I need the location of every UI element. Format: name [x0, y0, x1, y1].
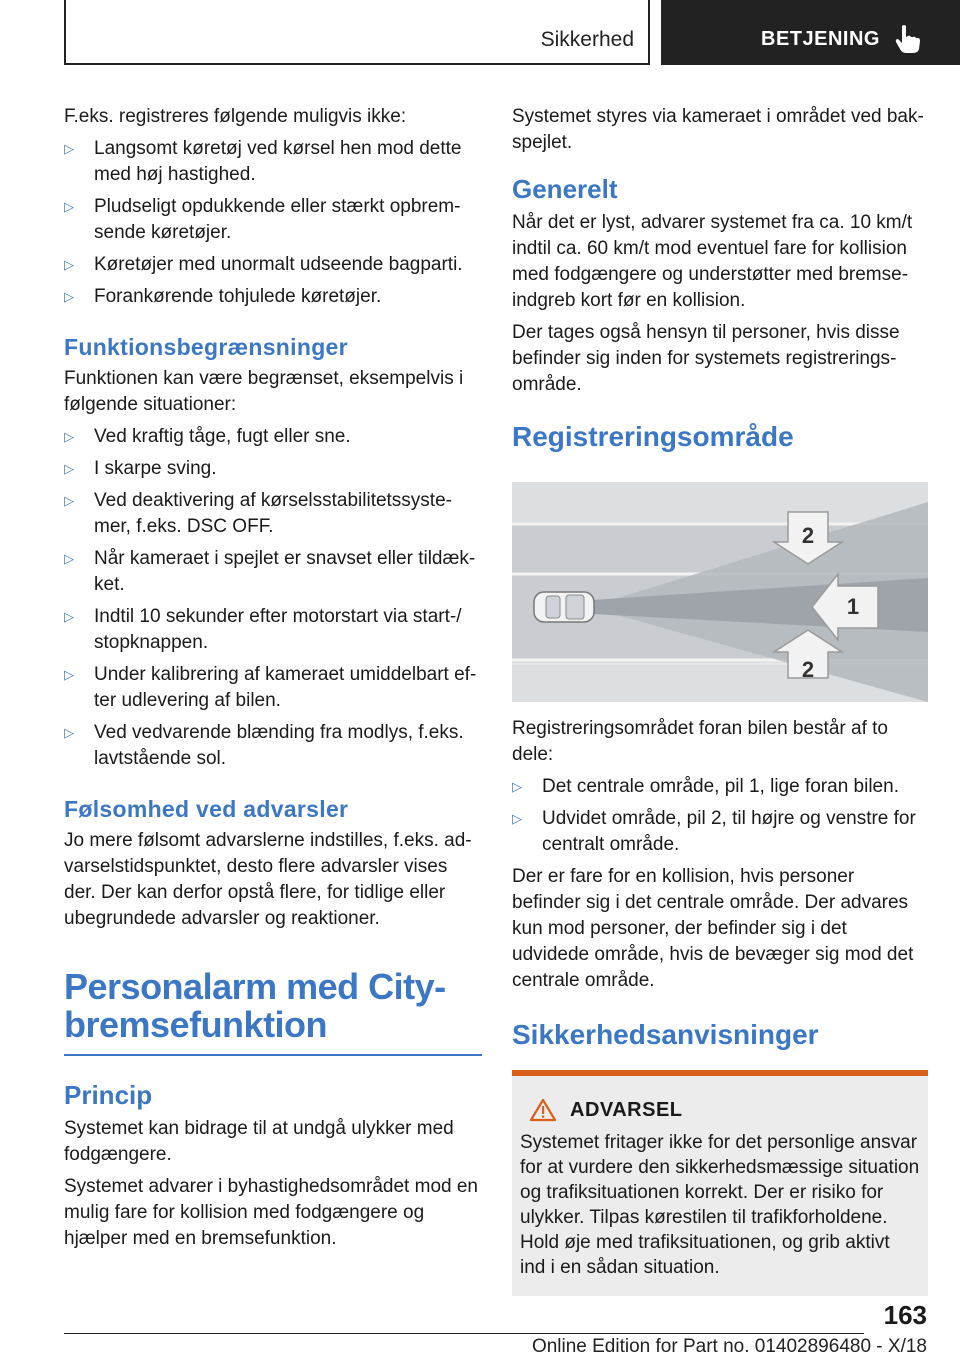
arrow-bottom-label: 2	[801, 657, 815, 682]
list-item: ▷ Ved deaktivering af kørselsstabilitetssystemer, f.eks. DSC OFF.	[64, 490, 452, 537]
list-item: ▷ Langsomt køretøj ved kørsel hen mod dette med høj hastighed.	[64, 138, 462, 185]
triangle-bullet-icon: ▷	[64, 725, 74, 740]
sensitivity-text: Jo mere følsomt advarslerne indstilles, f.eks. advarselstidspunktet, desto flere advarsler vises der. Der kan derfor opstå flere, for tidlige eller ubegrundede advarsler og reaktioner.	[64, 830, 472, 929]
triangle-bullet-icon: ▷	[64, 551, 74, 566]
not-detected-list	[64, 136, 482, 310]
area-heading: Registreringsområde	[512, 421, 794, 452]
safety-heading: Sikkerhedsanvisninger	[512, 1019, 819, 1050]
area-list	[512, 774, 928, 858]
area-text-2: Der er fare for en kollision, hvis personer befinder sig i det centrale område. Der advares kun mod personer, der befinder sig i det udvidede område, hvis de bevæger sig mod det centrale område.	[512, 866, 914, 991]
footer-edition: Online Edition for Part no. 01402896480 - X/18	[531, 1336, 927, 1357]
warning-title: ADVARSEL	[570, 1098, 683, 1121]
list-item: ▷ Forankørende tohjulede køretøjer.	[64, 284, 482, 310]
list-item: ▷ Pludseligt opdukkende eller stærkt opbremsende køretøjer.	[64, 196, 461, 243]
warning-header	[530, 1098, 920, 1122]
triangle-bullet-icon: ▷	[64, 141, 74, 156]
triangle-bullet-icon: ▷	[64, 429, 74, 444]
principle-heading: Princip	[64, 1080, 153, 1110]
triangle-bullet-icon: ▷	[512, 811, 522, 826]
list-item: ▷ I skarpe sving.	[64, 456, 482, 482]
header-chapter-label: BETJENING	[761, 28, 880, 50]
header-section-tab	[64, 0, 650, 65]
limits-list	[64, 424, 482, 772]
triangle-bullet-icon: ▷	[64, 461, 74, 476]
limits-heading: Funktionsbegrænsninger	[64, 334, 348, 360]
sensitivity-heading: Følsomhed ved advarsler	[64, 796, 349, 822]
list-item: ▷ Ved vedvarende blænding fra modlys, f.eks. lavtstående sol.	[64, 722, 464, 769]
triangle-bullet-icon: ▷	[64, 289, 74, 304]
limits-intro: Funktionen kan være begrænset, eksempelvis i følgende situationer:	[64, 368, 464, 415]
list-item: ▷ Indtil 10 sekunder efter motorstart via start-/ stopknappen.	[64, 606, 462, 653]
warning-text: Systemet fritager ikke for det personlige ansvar for at vurdere den sikkerhedsmæssige situation og trafiksituationen korrekt. Der er risiko for ulykker. Tilpas kørestilen til trafikforholdene. Hold øje med trafiksituationen, og grib aktivt ind i en sådan situation.	[520, 1132, 920, 1278]
general-text-2: Der tages også hensyn til personer, hvis disse befinder sig inden for systemets registreringsområde.	[512, 322, 900, 395]
detection-area-figure	[512, 482, 928, 702]
principle-text-1: Systemet kan bidrage til at undgå ulykker med fodgængere.	[64, 1118, 454, 1165]
left-column	[64, 104, 482, 1258]
principle-text-2: Systemet advarer i byhastighedsområdet mod en mulig fare for kollision med fodgængere og hjælper med en bremsefunktion.	[64, 1176, 478, 1249]
main-title: Personalarm med City-bremsefunktion	[64, 968, 482, 1056]
warning-box	[512, 1070, 928, 1296]
list-item: ▷ Det centrale område, pil 1, lige foran bilen.	[512, 774, 928, 800]
triangle-bullet-icon: ▷	[64, 199, 74, 214]
intro-text: F.eks. registreres følgende muligvis ikke:	[64, 106, 407, 127]
camera-intro: Systemet styres via kameraet i området ved bakspejlet.	[512, 106, 924, 153]
footer-divider	[64, 1333, 864, 1334]
list-item: ▷ Ved kraftig tåge, fugt eller sne.	[64, 424, 482, 450]
triangle-bullet-icon: ▷	[64, 667, 74, 682]
area-text-1: Registreringsområdet foran bilen består af to dele:	[512, 718, 888, 765]
list-item: ▷ Når kameraet i spejlet er snavset eller tildækket.	[64, 548, 476, 595]
list-item: ▷ Under kalibrering af kameraet umiddelbart efter udlevering af bilen.	[64, 664, 477, 711]
detection-area-diagram	[512, 482, 928, 702]
triangle-bullet-icon: ▷	[64, 609, 74, 624]
list-item: ▷ Udvidet område, pil 2, til højre og venstre for centralt område.	[512, 808, 916, 855]
warning-triangle-icon	[530, 1098, 556, 1122]
page-number: 163	[883, 1300, 927, 1330]
arrow-center-label: 1	[846, 594, 860, 619]
right-column	[512, 104, 928, 1296]
general-text-1: Når det er lyst, advarer systemet fra ca. 10 km/t indtil ca. 60 km/t mod eventuel fare for kollision med fodgængere og understøtter med bremseindgreb kort før en kollision.	[512, 212, 913, 311]
triangle-bullet-icon: ▷	[512, 779, 522, 794]
car-icon	[534, 592, 594, 622]
triangle-bullet-icon: ▷	[64, 257, 74, 272]
general-heading: Generelt	[512, 174, 618, 204]
arrow-top-label: 2	[801, 523, 815, 548]
list-item: ▷ Køretøjer med unormalt udseende bagparti.	[64, 252, 482, 278]
hand-pointer-icon	[893, 24, 921, 54]
header-chapter-tab	[661, 0, 960, 65]
triangle-bullet-icon: ▷	[64, 493, 74, 508]
header-section-label: Sikkerhed	[540, 28, 634, 51]
